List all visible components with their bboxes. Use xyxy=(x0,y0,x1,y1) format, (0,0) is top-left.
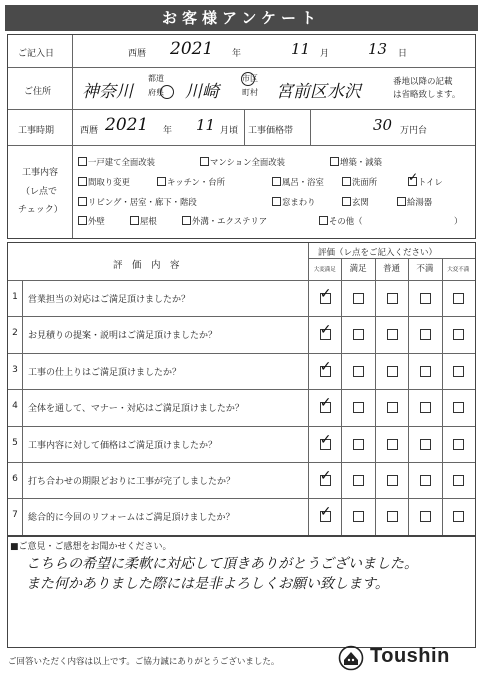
rating-checkbox[interactable] xyxy=(420,439,431,450)
checkbox[interactable] xyxy=(130,216,139,225)
question-number: 3 xyxy=(12,364,18,375)
check-mark-icon: ✓ xyxy=(319,322,332,339)
construction-month-unit: 月頃 xyxy=(220,126,239,136)
question-text: 営業担当の対応はご満足頂けましたか？ xyxy=(28,295,191,305)
rating-checkbox[interactable] xyxy=(387,439,398,450)
date-day-unit: 日 xyxy=(398,49,408,59)
question-text: 総合的に今回のリフォームはご満足頂けましたか？ xyxy=(28,513,235,524)
date-day[interactable]: 13 xyxy=(368,40,388,58)
check-mark-icon: ✓ xyxy=(319,358,332,375)
check-mark-icon: ✓ xyxy=(319,504,332,521)
rating-checkbox[interactable] xyxy=(420,366,431,377)
rating-column-header: 普通 xyxy=(382,264,400,274)
survey-title: お客様アンケート xyxy=(5,5,478,31)
checkbox[interactable] xyxy=(272,177,281,186)
column-divider xyxy=(375,258,376,535)
checkbox[interactable] xyxy=(157,177,166,186)
question-number: 5 xyxy=(12,437,18,448)
checkbox[interactable] xyxy=(342,197,351,206)
customer-info-section xyxy=(7,34,476,239)
question-text: 工事内容に対して価格はご満足頂けましたか？ xyxy=(28,440,218,451)
checkbox[interactable] xyxy=(272,197,281,206)
date-month[interactable]: 11 xyxy=(291,40,311,58)
option-full-house[interactable]: 一戸建て全面改装 xyxy=(78,156,155,168)
question-number: 7 xyxy=(12,510,18,521)
address-label: ご住所 xyxy=(24,87,52,97)
option-toilet[interactable]: ✓ トイレ xyxy=(408,176,443,188)
question-text: お見積りの提案・説明はご満足頂けましたか？ xyxy=(28,331,218,342)
rating-checkbox[interactable] xyxy=(353,366,364,377)
checkbox[interactable] xyxy=(78,157,87,166)
question-text: 打ち合わせの期限どおりに工事が完了しましたか？ xyxy=(28,477,236,487)
price-value[interactable]: 30 xyxy=(373,116,393,134)
checkbox[interactable] xyxy=(342,177,351,186)
column-divider xyxy=(442,258,443,535)
pref-type-bottom: 府県 xyxy=(148,88,164,97)
construction-era: 西暦 xyxy=(80,126,99,136)
option-kitchen[interactable]: キッチン・台所 xyxy=(157,176,225,188)
row-divider xyxy=(8,316,475,317)
checkbox[interactable] xyxy=(182,216,191,225)
rating-checkbox[interactable] xyxy=(387,293,398,304)
rating-checkbox[interactable] xyxy=(453,475,464,486)
construction-year[interactable]: 2021 xyxy=(105,115,149,135)
row-divider xyxy=(8,498,475,499)
option-exterior-wall[interactable]: 外壁 xyxy=(78,215,105,227)
rating-checkbox[interactable] xyxy=(387,475,398,486)
construction-period-label: 工事時期 xyxy=(18,126,55,136)
rating-checkbox[interactable] xyxy=(353,511,364,522)
checkbox[interactable] xyxy=(397,197,406,206)
rating-checkbox[interactable] xyxy=(353,329,364,340)
date-label: ご記入日 xyxy=(18,49,55,59)
rating-checkbox[interactable] xyxy=(353,475,364,486)
question-number: 2 xyxy=(12,328,18,339)
rating-checkbox[interactable] xyxy=(387,329,398,340)
construction-month[interactable]: 11 xyxy=(196,116,216,134)
price-unit: 万円台 xyxy=(400,126,428,136)
pref-type-top: 都道 xyxy=(148,74,164,83)
option-water-heater[interactable]: 給湯器 xyxy=(397,196,432,208)
rating-checkbox[interactable] xyxy=(453,293,464,304)
option-full-mansion[interactable]: マンション全面改装 xyxy=(200,156,285,168)
rating-checkbox[interactable] xyxy=(420,329,431,340)
row-divider xyxy=(8,462,475,463)
rating-column-header: 大変不満 xyxy=(447,267,470,273)
option-window[interactable]: 窓まわり xyxy=(272,196,316,208)
pref-type-circle xyxy=(160,85,174,99)
rating-checkbox[interactable] xyxy=(387,511,398,522)
question-text: 工事の仕上りはご満足頂けましたか？ xyxy=(28,367,182,378)
city-type-top: 市区 xyxy=(242,74,258,83)
evaluation-header: 評 価 内 容 xyxy=(113,260,180,271)
check-mark-icon: ✓ xyxy=(319,431,332,448)
address-prefecture[interactable]: 神奈川 xyxy=(82,82,133,102)
option-entrance[interactable]: 玄関 xyxy=(342,196,369,208)
rating-checkbox[interactable] xyxy=(453,439,464,450)
option-bath[interactable]: 風呂・浴室 xyxy=(272,176,324,188)
rating-checkbox[interactable] xyxy=(420,475,431,486)
address-note-line2: は省略致します。 xyxy=(393,90,461,100)
question-number: 6 xyxy=(12,474,18,484)
address-note-line1: 番地以降の記載 xyxy=(393,77,453,87)
house-icon xyxy=(338,645,364,671)
row-divider xyxy=(8,353,475,354)
construction-year-unit: 年 xyxy=(163,126,173,136)
column-divider xyxy=(408,258,409,535)
date-year[interactable]: 2021 xyxy=(170,39,214,59)
comments-line-2[interactable]: また何かありました際には是非よろしくお願い致します。 xyxy=(26,576,389,592)
content-label-1: 工事内容 xyxy=(22,168,59,178)
option-roof[interactable]: 屋根 xyxy=(130,215,157,227)
content-label-3: チェック） xyxy=(18,205,63,215)
checkbox[interactable] xyxy=(200,157,209,166)
content-label-2: （レ点で xyxy=(21,187,58,197)
other-close-paren: ） xyxy=(454,216,463,226)
rating-checkbox[interactable] xyxy=(420,293,431,304)
rating-checkbox[interactable] xyxy=(387,366,398,377)
rating-checkbox[interactable] xyxy=(453,329,464,340)
footer-text: ご回答いただく内容は以上です。ご協力誠にありがとうございました。 xyxy=(8,657,280,667)
row-divider xyxy=(8,426,475,427)
rating-column-header: 不満 xyxy=(416,264,434,274)
option-exterior[interactable]: 外溝・エクステリア xyxy=(182,215,267,227)
logo-text: Toushin xyxy=(370,645,450,667)
option-living[interactable]: リビング・居室・廊下・階段 xyxy=(78,196,197,208)
check-mark-icon: ✓ xyxy=(319,395,332,412)
address-city[interactable]: 川崎 xyxy=(185,82,219,102)
rating-header: 評価（レ点をご記入ください） xyxy=(318,248,438,258)
question-number: 4 xyxy=(12,401,18,412)
checkbox[interactable] xyxy=(78,177,87,186)
rating-checkbox[interactable] xyxy=(353,402,364,413)
check-mark-icon: ✓ xyxy=(319,286,332,302)
question-number: 1 xyxy=(12,292,18,302)
rating-checkbox[interactable] xyxy=(453,366,464,377)
city-type-bottom: 町村 xyxy=(242,88,258,97)
option-other[interactable]: その他（ xyxy=(319,215,363,227)
comments-label: ■ご意見・ご感想をお聞かせください。 xyxy=(10,542,172,552)
row-divider xyxy=(8,389,475,390)
rating-checkbox[interactable] xyxy=(420,511,431,522)
option-layout[interactable]: 間取り変更 xyxy=(78,176,130,188)
rating-column-header: 大変満足 xyxy=(313,267,336,273)
address-town[interactable]: 宮前区水沢 xyxy=(276,82,361,102)
column-divider xyxy=(341,258,342,535)
company-logo xyxy=(338,645,478,671)
rating-checkbox[interactable] xyxy=(453,511,464,522)
question-text: 全体を通して、マナー・対応はご満足頂けましたか？ xyxy=(28,404,244,415)
price-label: 工事価格帯 xyxy=(248,126,294,136)
option-extension[interactable]: 増築・減築 xyxy=(330,156,382,168)
checkbox[interactable] xyxy=(319,216,328,225)
date-era: 西暦 xyxy=(128,49,147,59)
checkbox[interactable] xyxy=(330,157,339,166)
option-washroom[interactable]: 洗面所 xyxy=(342,176,377,188)
check-mark-icon: ✓ xyxy=(319,468,332,484)
rating-checkbox[interactable] xyxy=(353,293,364,304)
evaluation-table xyxy=(7,242,476,536)
checkbox[interactable] xyxy=(78,216,87,225)
comments-line-1[interactable]: こちらの希望に柔軟に対応して頂きありがとうございました。 xyxy=(26,556,418,572)
rating-column-header: 満足 xyxy=(349,264,367,274)
checkbox-checked[interactable] xyxy=(408,177,417,186)
comments-section xyxy=(7,536,476,648)
rating-checkbox[interactable] xyxy=(453,402,464,413)
date-month-unit: 月 xyxy=(320,49,330,59)
rating-checkbox[interactable] xyxy=(387,402,398,413)
date-year-unit: 年 xyxy=(232,49,242,59)
rating-checkbox[interactable] xyxy=(353,439,364,450)
city-type-circle xyxy=(241,72,255,86)
checkbox[interactable] xyxy=(78,197,87,206)
rating-checkbox[interactable] xyxy=(420,402,431,413)
